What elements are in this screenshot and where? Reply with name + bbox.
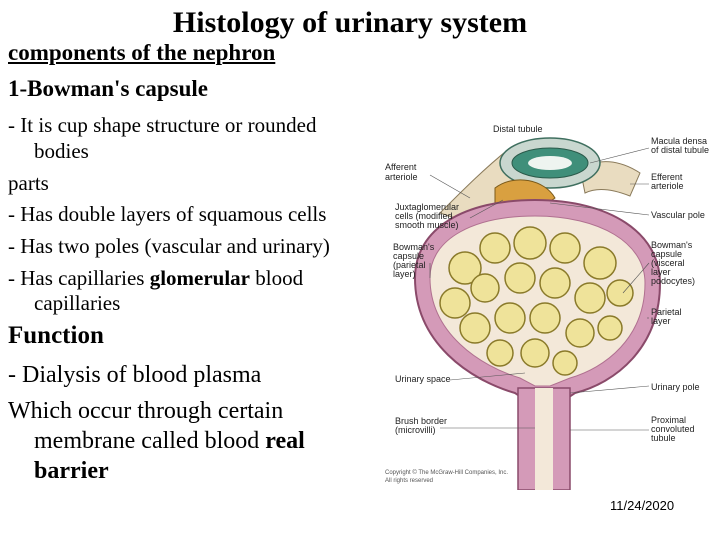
parts-label: parts [8,171,49,195]
renal-corpuscle-figure [385,118,720,490]
label-jg-3: smooth muscle) [395,220,459,230]
label-jg-1: Juxtaglomerular [395,202,460,212]
label-bowmans-visceral-5: podocytes) [651,276,696,286]
function-line-4: barrier [34,458,109,484]
label-bowmans-visceral-2: capsule [651,249,683,259]
proximal-lumen-shape [535,388,553,490]
label-brush-border-1: Brush border [395,416,448,426]
bullet-4-line-1 [8,265,303,291]
bullet-1-line-2: bodies [34,139,89,163]
label-distal-tubule: Distal tubule [493,124,543,134]
bullet-4-suffix: blood [250,266,304,290]
label-urinary-space: Urinary space [395,374,451,384]
label-brush-border-2: (microvilli) [395,425,436,435]
bullet-3: - Has two poles (vascular and urinary) [8,234,330,258]
label-bowmans-visceral-3: (visceral [651,258,685,268]
function-line-2: Which occur through certain [8,398,284,424]
bullet-4-prefix: - Has capillaries [8,266,150,290]
distal-lumen-shape [528,156,572,170]
bullet-1-line-1: - It is cup shape structure or rounded [8,113,317,137]
renal-corpuscle-diagram [385,118,720,490]
label-efferent-2: arteriole [651,181,684,191]
copyright-line-2: All rights reserved [385,478,434,484]
bullet-4-bold: glomerular [149,266,251,290]
label-bowmans-4: layer) [393,269,416,279]
label-bowmans-visceral-1: Bowman's [651,240,693,250]
label-afferent-1: Afferent [385,162,417,172]
label-urinary-pole: Urinary pole [651,382,700,392]
label-bowmans-visceral-4: layer [651,267,671,277]
label-proximal-2: convoluted [651,424,695,434]
copyright-line-1: Copyright © The McGraw-Hill Companies, Inc. [385,470,509,476]
bullet-4-line-2: capillaries [34,291,121,315]
label-afferent-2: arteriole [385,172,418,182]
label-bowmans-2: capsule [393,251,425,261]
bullet-2: - Has double layers of squamous cells [8,202,327,226]
label-efferent-1: Efferent [651,172,683,182]
function-heading: Function [8,322,104,349]
label-proximal-1: Proximal [651,415,687,425]
slide-date: 11/24/2020 [610,498,675,513]
label-bowmans-1: Bowman's [393,242,435,252]
function-line-3-bold: real [265,428,305,454]
label-macula-1: Macula densa [651,136,708,146]
label-bowmans-3: (parietal [393,260,426,270]
slide-title: Histology of urinary system [172,6,528,39]
label-parietal-2: layer [651,316,671,326]
label-jg-2: cells (modified [395,211,453,221]
function-line-3-prefix: membrane called blood [34,428,266,454]
subheading: components of the nephron [8,40,276,65]
label-parietal-1: Parietal [651,307,682,317]
section-heading: 1-Bowman's capsule [8,76,208,101]
label-proximal-3: tubule [651,433,676,443]
function-line-1: - Dialysis of blood plasma [8,362,262,388]
label-vascular-pole: Vascular pole [651,210,705,220]
function-line-3 [34,426,305,456]
label-macula-2: of distal tubule [651,145,710,155]
